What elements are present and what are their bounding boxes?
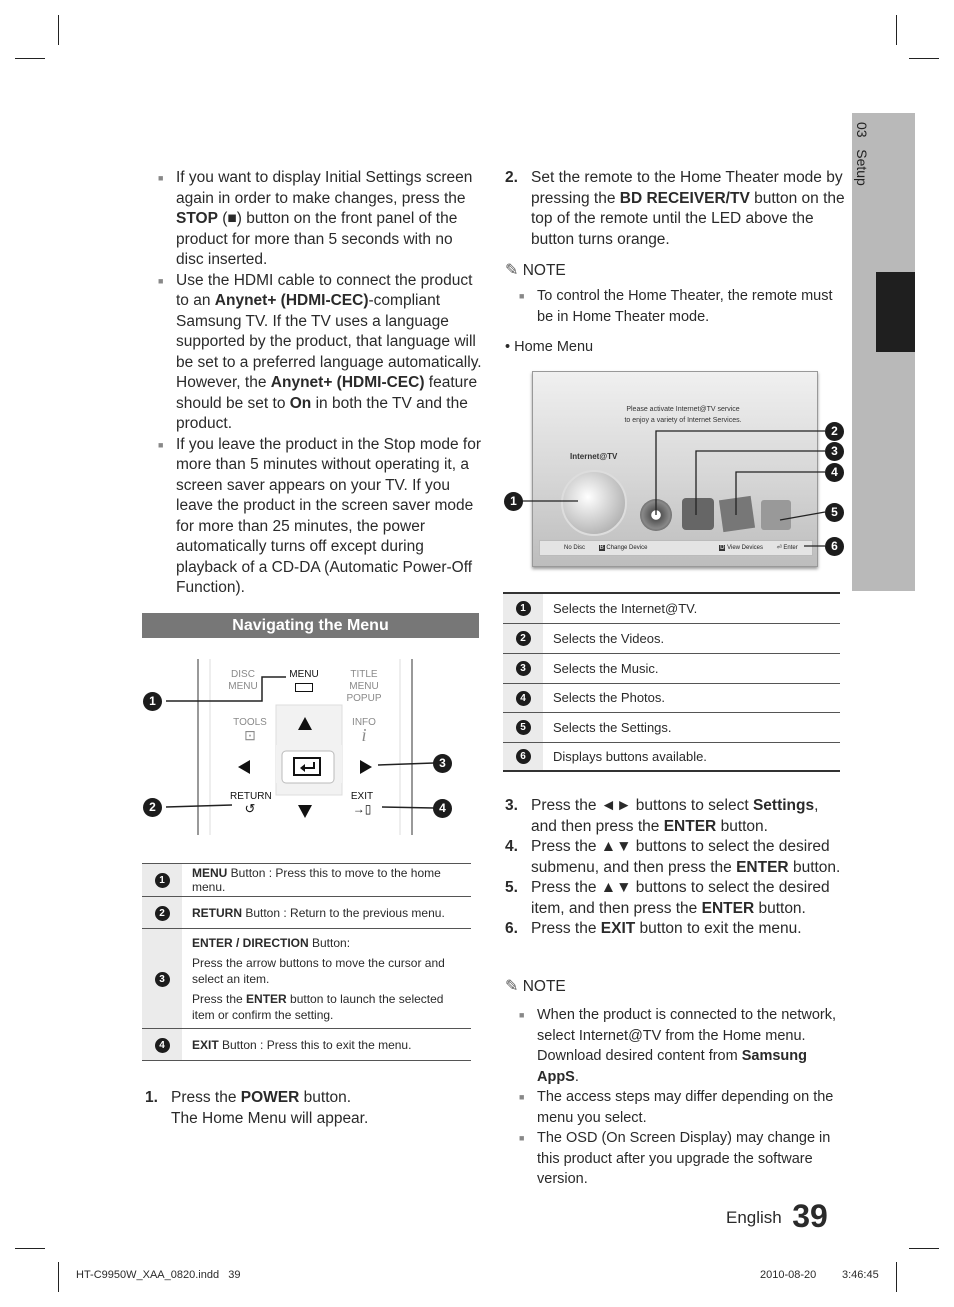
menu-button[interactable]: MENU (284, 669, 324, 692)
screen-callout-lines (508, 420, 838, 620)
remote-callout-1: 1 (143, 692, 162, 711)
table-row: 4 Selects the Photos. (503, 683, 840, 712)
print-date: 2010-08-20 (760, 1269, 817, 1281)
file-info: HT-C9950W_XAA_0820.indd 39 (76, 1269, 241, 1281)
remote-callout-4: 4 (433, 799, 452, 818)
exit-button[interactable]: EXIT →▯ (342, 791, 382, 815)
chapter-number: 03 (854, 122, 870, 138)
table-row: 1 MENU Button : Press this to move to the home menu. (142, 864, 471, 897)
bullet-screensaver: ■ If you leave the product in the Stop mode for more than 5 minutes without operating it, a screen saver appears on your TV. If you leave the product in the screen saver mode for more than 25 minutes, the power automatically turns off except during playback of a CD-DA (Automatic Power-Off Function). (156, 435, 484, 599)
screen-callout-2: 2 (825, 422, 844, 441)
note-2: ■ When the product is connected to the network, select Internet@TV from the Home menu. Download desired content from Samsung AppS. ■ The access steps may differ depending on the menu you select. ■ The OSD (On Screen Display) may change in this product after you upgrade the software version. (517, 1005, 837, 1190)
note-pencil-icon: ✎ (505, 978, 519, 995)
page-footer (726, 1198, 828, 1235)
info-icon: i (361, 725, 367, 745)
table-row: 6 Displays buttons available. (503, 742, 840, 771)
screen-callout-5: 5 (825, 503, 844, 522)
page-number: 39 (792, 1198, 828, 1234)
chapter-title: Setup (854, 149, 870, 186)
screen-callout-3: 3 (825, 442, 844, 461)
button-table (142, 863, 471, 1061)
note-1: ■ To control the Home Theater, the remote must be in Home Theater mode. (517, 286, 837, 327)
screen-callout-1: 1 (504, 492, 523, 511)
screen-message: Please activate Internet@TV service to enjoy a variety of Internet Services. (624, 406, 742, 424)
screen-callout-6: 6 (825, 537, 844, 556)
remote-callout-2: 2 (143, 798, 162, 817)
table-row: 2 RETURN Button : Return to the previous menu. (142, 897, 471, 929)
return-button[interactable]: RETURN ↺ (230, 791, 272, 816)
table-row: 3 Selects the Music. (503, 653, 840, 683)
side-tab-label (852, 122, 872, 222)
remote-callout-3: 3 (433, 754, 452, 773)
section-title: Navigating the Menu (142, 613, 479, 638)
screen-button-bar: No Disc B Change Device D View Devices ⏎ Enter (539, 540, 813, 556)
bullet-hdmi: ■ Use the HDMI cable to connect the product to an Anynet+ (HDMI-CEC)-compliant Samsung TV. If the TV uses a language supported by the product, that language will be set to a preferred language automatically. However, the Anynet+ (HDMI-CEC) feature should be set to On in both the TV and the product. (156, 271, 484, 435)
step-5: 5. Press the ▲▼ buttons to select the desired item, and then press the ENTER button. (505, 879, 830, 917)
steps-3-6 (505, 796, 845, 940)
step-4: 4. Press the ▲▼ buttons to select the desired submenu, and then press the ENTER button. (505, 838, 841, 876)
table-row: 5 Selects the Settings. (503, 712, 840, 742)
menu-table (503, 592, 840, 772)
title-menu-button[interactable]: TITLE MENU POPUP (346, 669, 382, 704)
exit-icon: →▯ (352, 802, 372, 816)
language-label: English (726, 1208, 782, 1227)
print-time: 3:46:45 (842, 1269, 879, 1281)
screen-callout-4: 4 (825, 463, 844, 482)
step-2: 2. Set the remote to the Home Theater mode by pressing the BD RECEIVER/TV button on the top of the remote until the LED above the button turns orange. (505, 169, 845, 248)
internet-tv-label: Internet@TV (570, 452, 618, 461)
note-heading-1: ✎ NOTE (505, 262, 566, 279)
menu-icon (295, 683, 313, 692)
left-bullets (156, 168, 484, 599)
bullet-stop: ■ If you want to display Initial Settings screen again in order to make changes, press the STOP (■) button on the front panel of the product for more than 5 seconds with no disc inserted. (156, 168, 484, 271)
return-icon: ↺ (244, 801, 256, 816)
table-row: 1 Selects the Internet@TV. (503, 594, 840, 623)
table-row: 3 ENTER / DIRECTION Button: Press the arrow buttons to move the cursor and select an item. Press the ENTER button to launch the selected item or confirm the setting. (142, 929, 471, 1029)
tools-icon: ⊡ (244, 727, 256, 743)
table-row: 4 EXIT Button : Press this to exit the menu. (142, 1029, 471, 1061)
remote-illustration (142, 655, 472, 840)
step-1: 1. Press the POWER button. The Home Menu will appear. (145, 1089, 369, 1127)
note-pencil-icon: ✎ (505, 262, 519, 279)
note-heading-2: ✎ NOTE (505, 978, 566, 995)
step-3: 3. Press the ◄► buttons to select Settings, and then press the ENTER button. (505, 797, 819, 835)
step-6: 6. Press the EXIT button to exit the menu. (505, 920, 802, 937)
home-menu-label: • Home Menu (505, 339, 594, 355)
table-row: 2 Selects the Videos. (503, 623, 840, 653)
info-button[interactable]: INFO i (346, 717, 382, 741)
side-tab-active-marker (876, 272, 915, 352)
disc-menu-button[interactable]: DISC MENU (228, 669, 258, 692)
tools-button[interactable]: TOOLS ⊡ (233, 717, 267, 743)
